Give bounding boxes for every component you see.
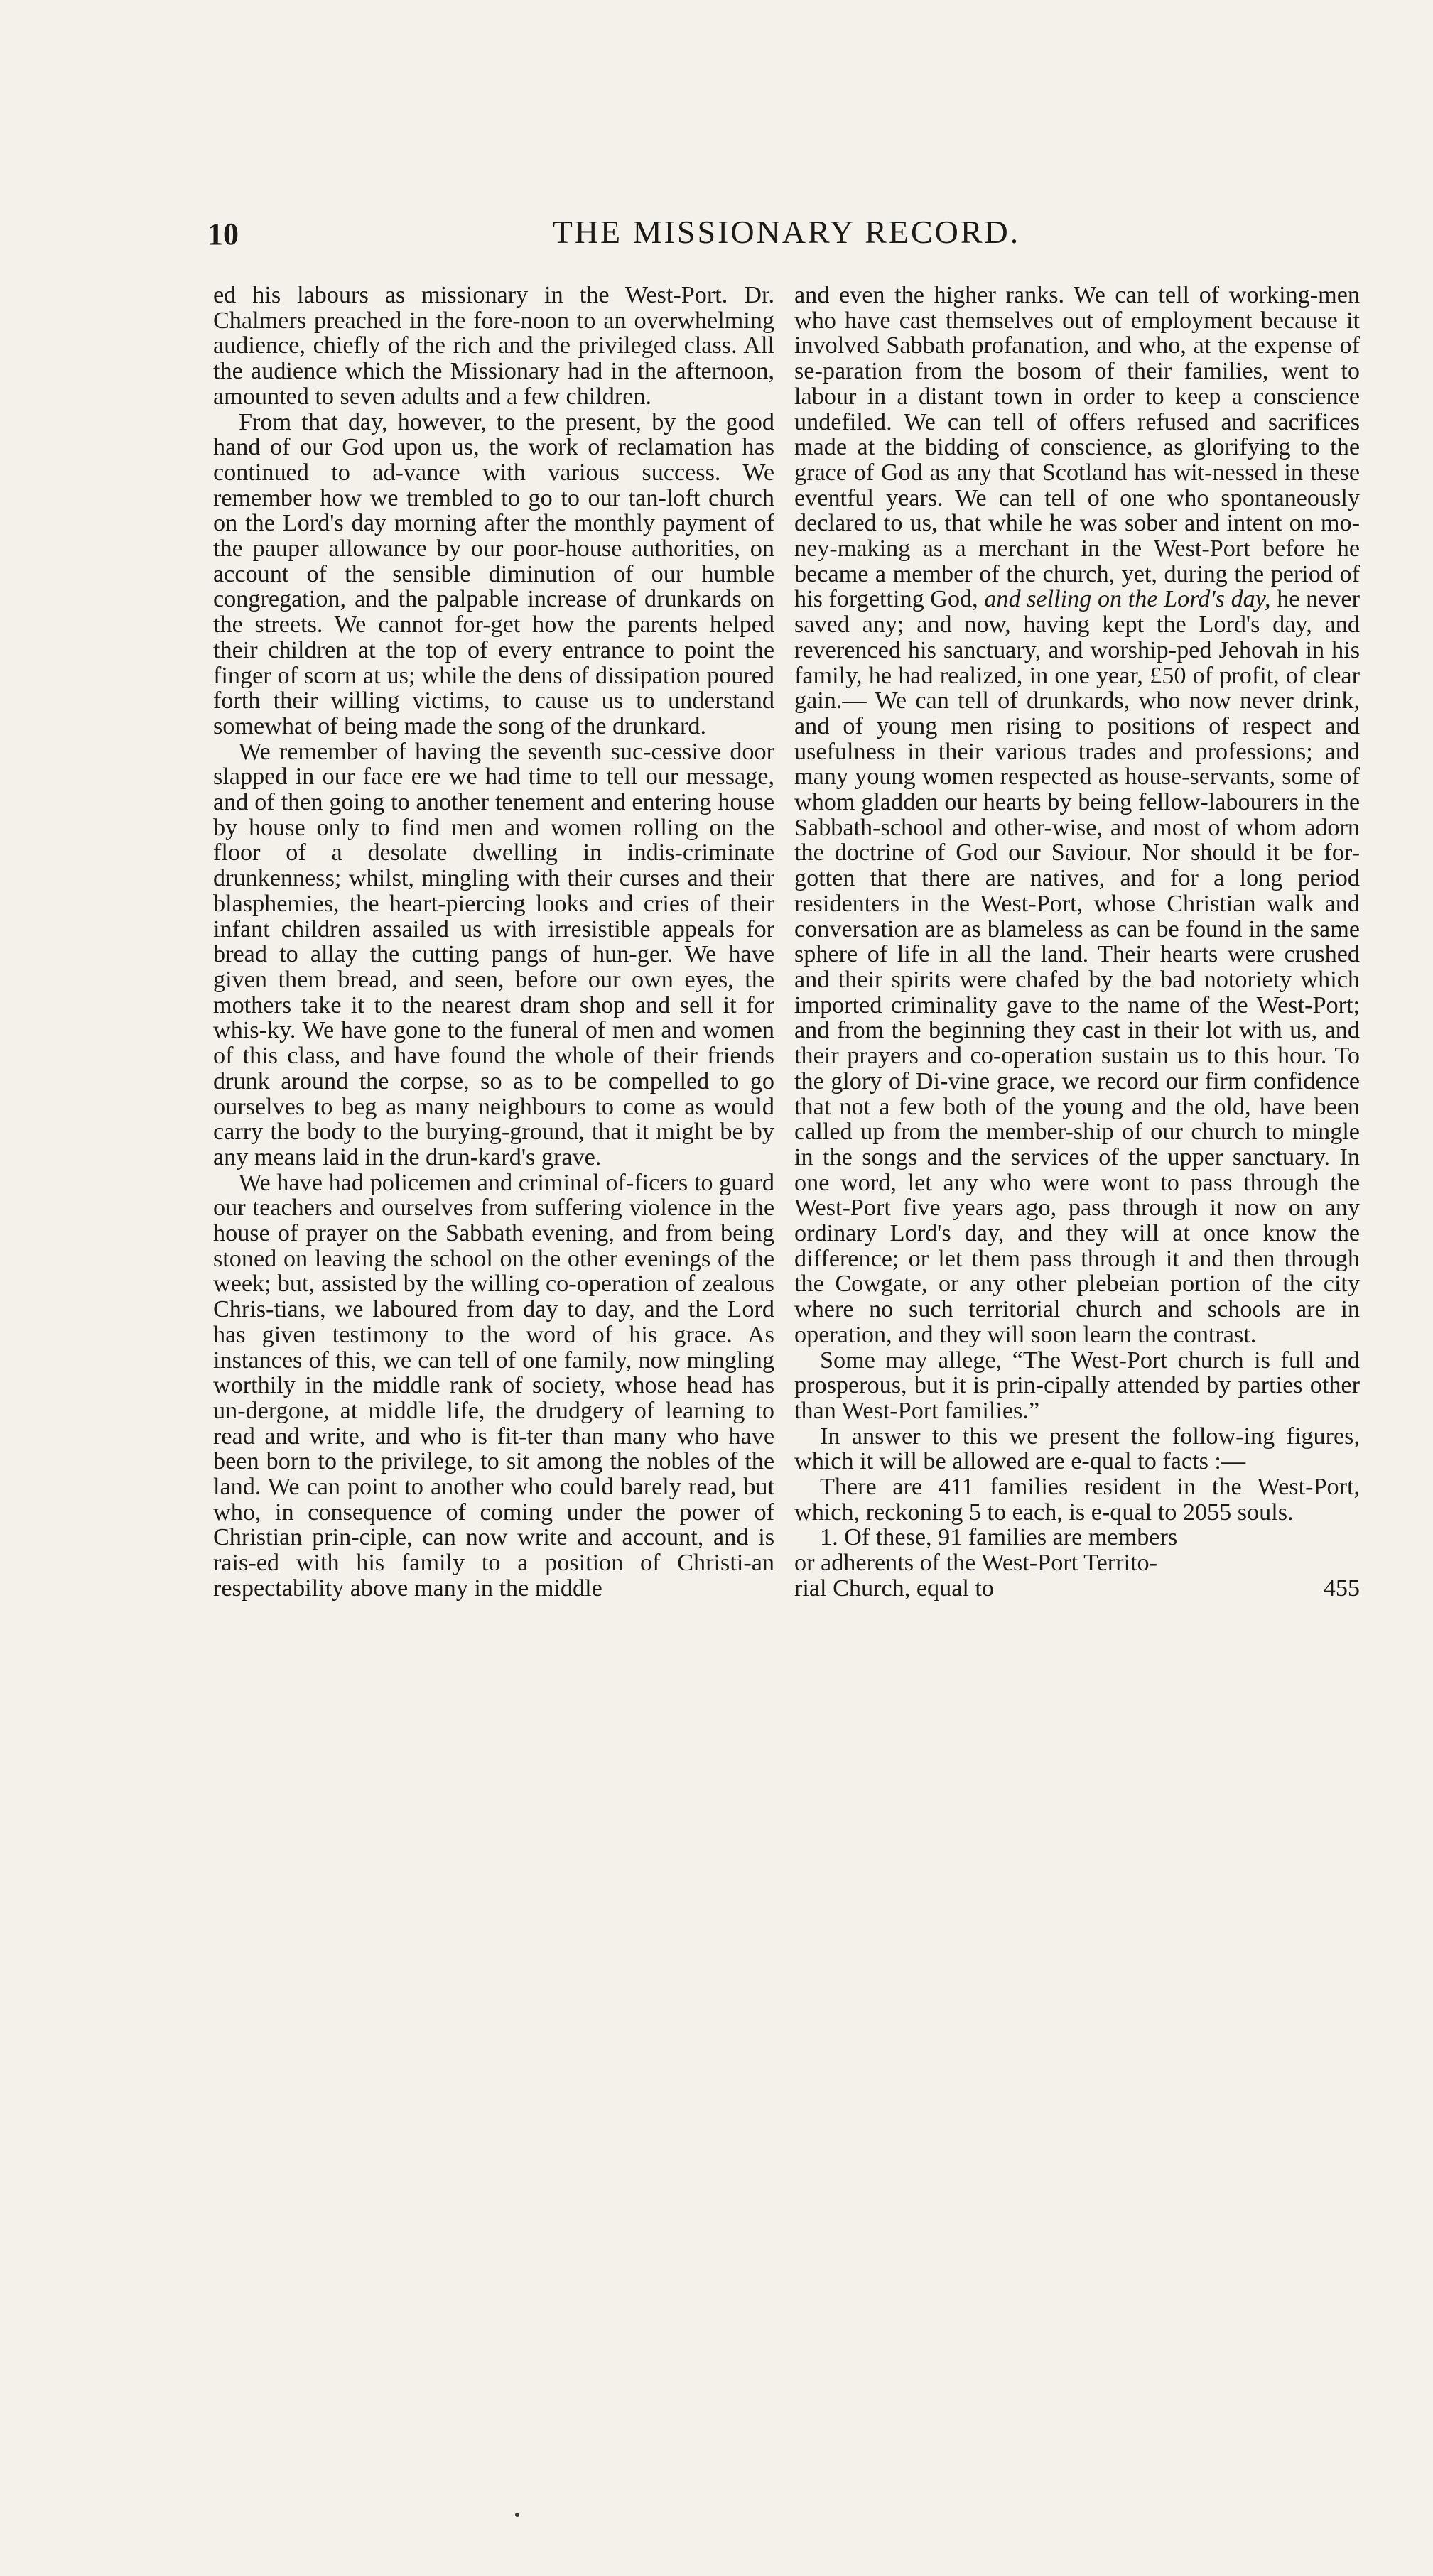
figure-item-line: rial Church, equal to	[794, 1575, 995, 1602]
figure-item-line: or adherents of the West-Port Territo-	[794, 1550, 1158, 1577]
printer-mark	[515, 2513, 519, 2517]
paragraph: From that day, however, to the present, by the good hand of our God upon us, the work of reclamation has continued to ad-vance with various success. We remember how we trembled to go to our tan-loft church on the Lord's day morning after the monthly payment of the pauper allowance by our poor-house authorities, on account of the sensible diminution of our humble congregation, and the palpable increase of drunkards on the streets. We cannot for-get how the parents helped their children at the top of every entrance to point the finger of scorn at us; while the dens of dissipation poured forth their willing victims, to cause us to understand somewhat of being made the song of the drunkard.	[213, 408, 774, 739]
paragraph: There are 411 families resident in the West-Port, which, reckoning 5 to each, is e-qual to 2055 souls.	[794, 1474, 1360, 1526]
figure-item-total	[794, 1576, 1360, 1602]
text-run: he never saved any; and now, having kept the Lord's day, and reverenced his sanctuary, and worship-ped Jehovah in his family, he had realized, in one year, £50 of profit, of clear gain.— We can tell of drunkards, who now never drink, and of young men rising to positions of respect and usefulness in their various trades and professions; and many young women respected as house-servants, some of whom gladden our hearts by being fellow-labourers in the Sabbath-school and other-wise, and most of whom adorn the doctrine of God our Saviour. Nor should it be for-gotten that there are natives, and for a long period residenters in the West-Port, whose Christian walk and conversation are as blameless as can be found in the same sphere of life in all the land. Their hearts were crushed and their spirits were chafed by the bad notoriety which imported criminality gave to the name of the West-Port; and from the beginning they cast in their lot with us, and their prayers and co-operation sustain us to this hour. To the glory of Di-vine grace, we record our firm confidence that not a few both of the young and the old, have been called up from the member-ship of our church to mingle in the songs and the services of the upper sanctuary. In one word, let any who were wont to pass through the West-Port five years ago, pass through it now on any ordinary Lord's day, and they will at once know the difference; or let them pass through it and then through the Cowgate, or any other plebeian portion of the city where no such territorial church and schools are in operation, and they will soon learn the contrast.	[794, 586, 1360, 1348]
figure-value: 455	[1323, 1575, 1360, 1602]
right-column	[794, 283, 1360, 1602]
paragraph: Some may allege, “The West-Port church is full and prosperous, but it is prin-cipally attended by parties other than West-Port families.”	[794, 1347, 1360, 1424]
paragraph: ed his labours as missionary in the West-Port. Dr. Chalmers preached in the fore-noon to an overwhelming audience, chiefly of the rich and the privileged class. All the audience which the Missionary had in the afternoon, amounted to seven adults and a few children.	[213, 282, 774, 410]
paragraph	[794, 283, 1360, 1348]
running-title: THE MISSIONARY RECORD.	[552, 214, 1021, 250]
page-header	[207, 213, 1366, 263]
figure-item	[794, 1525, 1360, 1550]
page-number: 10	[207, 217, 239, 251]
paragraph: In answer to this we present the follow-ing figures, which it will be allowed are e-qual to facts :—	[794, 1423, 1360, 1475]
left-column	[213, 283, 774, 1602]
figure-item-continuation	[794, 1550, 1360, 1576]
text-run: and even the higher ranks. We can tell of working-men who have cast themselves out of employment because it involved Sabbath profanation, and who, at the expense of se-paration from the bosom of their families, went to labour in a distant town in order to keep a conscience undefiled. We can tell of offers refused and sacrifices made at the bidding of conscience, as glorifying to the grace of God as any that Scotland has wit-nessed in these eventful years. We can tell of one who spontaneously declared to us, that while he was sober and intent on mo-ney-making as a merchant in the West-Port before he became a member of the church, yet, during the period of his forgetting God,	[794, 282, 1360, 613]
paragraph: We have had policemen and criminal of-ficers to guard our teachers and ourselves from suffering violence in the house of prayer on the Sabbath evening, and from being stoned on leaving the school on the other evenings of the week; but, assisted by the willing co-operation of zealous Chris-tians, we laboured from day to day, and the Lord has given testimony to the word of his grace. As instances of this, we can tell of one family, now mingling worthily in the middle rank of society, whose head has un-dergone, at middle life, the drudgery of learning to read and write, and who is fit-ter than many who have been born to the privilege, to sit among the nobles of the land. We can point to another who could barely read, but who, in consequence of coming under the power of Christian prin-ciple, can now write and account, and is rais-ed with his family to a position of Christi-an respectability above many in the middle	[213, 1169, 774, 1602]
figure-item-line: 1. Of these, 91 families are members	[820, 1524, 1178, 1551]
paragraph: We remember of having the seventh suc-cessive door slapped in our face ere we had time to tell our message, and of then going to another tenement and entering house by house only to find men and women rolling on the floor of a desolate dwelling in indis-criminate drunkenness; whilst, mingling with their curses and their blasphemies, the heart-piercing looks and cries of their infant children assailed us with irresistible appeals for bread to allay the cutting pangs of hun-ger. We have given them bread, and seen, before our own eyes, the mothers take it to the nearest dram shop and sell it for whis-ky. We have gone to the funeral of men and women of this class, and have found the whole of their friends drunk around the corpse, so as to be compelled to go ourselves to beg as many neighbours to come as would carry the body to the burying-ground, that it might be by any means laid in the drun-kard's grave.	[213, 738, 774, 1170]
italic-text: and selling on the Lord's day,	[984, 586, 1271, 613]
